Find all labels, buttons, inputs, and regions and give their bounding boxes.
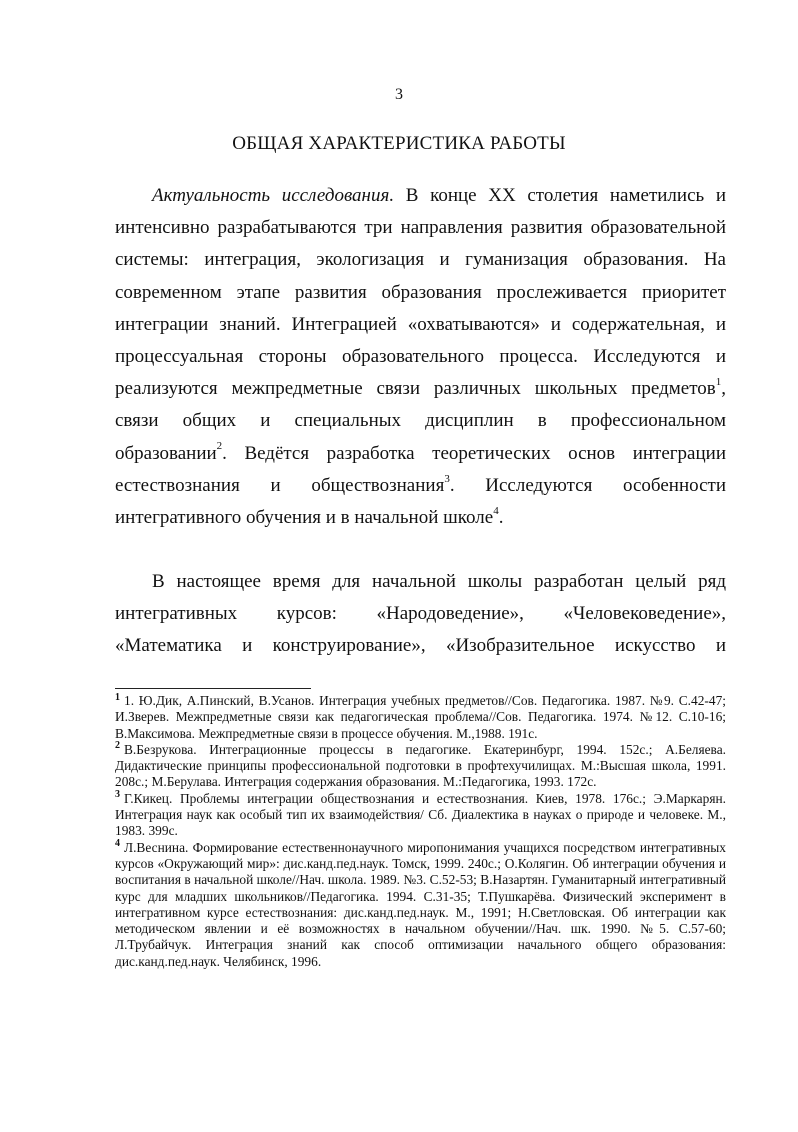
body-paragraph-courses (115, 566, 726, 663)
footnote-ref-3[interactable]: 3 (444, 472, 450, 485)
footnotes (115, 693, 726, 970)
relevance-lead: Актуальность исследования. (152, 185, 395, 206)
footnote-mark: 1 (115, 691, 120, 703)
footnote-4 (115, 840, 726, 970)
footnote-ref-4[interactable]: 4 (493, 504, 499, 517)
footnote-2 (115, 742, 726, 791)
footnote-mark: 2 (115, 740, 120, 752)
paragraph-text: В настоящее время для начальной школы разработан целый ряд интегративных курсов: «Народоведение», «Человековедение», «Математика и конструирование», «Изобразительное искусство и (115, 571, 726, 657)
page-title: ОБЩАЯ ХАРАКТЕРИСТИКА РАБОТЫ (232, 133, 566, 154)
footnote-divider (115, 688, 311, 689)
footnote-3 (115, 791, 726, 840)
footnote-text: 1. Ю.Дик, А.Пинский, В.Усанов. Интеграция учебных предметов//Сов. Педагогика. 1987. №9. С.42-47; И.Зверев. Межпредметные связи как педагогическая проблема//Сов. Педагогика. 1974. №12. С.10-16; В.Максимова. Межпредметные связи в процессе обучения. М.,1988. 191с. (115, 693, 726, 741)
footnote-1 (115, 693, 726, 742)
paragraph-text: В конце XX столетия наметились и интенсивно разрабатываются три направления развития образовательной системы: интеграция, экологизация и гуманизация образования. На современном этапе развития образования прослеживается приоритет интеграции знаний. Интеграцией «охватываются» и содержательная, и процессуальная стороны образовательного процесса. Исследуются и реализуются межпредметные связи различных школьных предметов (115, 185, 726, 400)
paragraph-text: . Исследуются особенности интегративного обучения и в начальной школе (115, 474, 726, 529)
paragraph-text: , связи общих и специальных дисциплин в профессиональном образовании (115, 378, 726, 464)
page-number: 3 (395, 86, 403, 103)
footnote-text: Л.Веснина. Формирование естественнонаучного миропонимания учащихся посредством интегративных курсов «Окружающий мир»: дис.канд.пед.наук. Томск, 1999. 240с.; О.Колягин. Об интеграции обучения и воспитания в начальной школе//Нач. школа. 1989. №3. С.52-53; В.Назартян. Гуманитарный интегративный курс для младших школьников//Педагогика. 1994. С.31-35; Т.Пушкарёва. Физический эксперимент в интегративном курсе естествознания: дис.канд.пед.наук. М., 1991; Н.Светловская. Об интеграции как методическом явлении и её возможностях в начальном обучении//Нач. шк. 1990. №5. С.57-60; Л.Трубайчук. Интеграция знаний как способ оптимизации начального общего образования: дис.канд.пед.наук. Челябинск, 1996. (115, 839, 726, 969)
footnote-ref-2[interactable]: 2 (216, 440, 223, 453)
body-paragraph-relevance (115, 180, 726, 534)
footnote-mark: 4 (115, 838, 120, 850)
footnote-text: В.Безрукова. Интеграционные процессы в педагогике. Екатеринбург, 1994. 152с.; А.Беляева. Дидактические принципы профессиональной подготовки в профтехучилищах. М.:Высшая школа, 1991. 208с.; М.Берулава. Интеграция содержания образования. М.:Педагогика, 1993. 172с. (115, 741, 726, 790)
footnote-ref-1[interactable]: 1 (715, 375, 722, 388)
paragraph-text: . Ведётся разработка теоретических основ интеграции естествознания и обществознания (115, 442, 726, 496)
footnote-text: Г.Кикец. Проблемы интеграции обществознания и естествознания. Киев, 1978. 176с.; Э.Маркарян. Интеграция наук как особый тип их взаимодействия/ Сб. Диалектика в науках о природе и человеке. М., 1983. 399с. (115, 790, 726, 839)
paragraph-text: . (498, 507, 504, 529)
footnote-mark: 3 (115, 789, 120, 801)
